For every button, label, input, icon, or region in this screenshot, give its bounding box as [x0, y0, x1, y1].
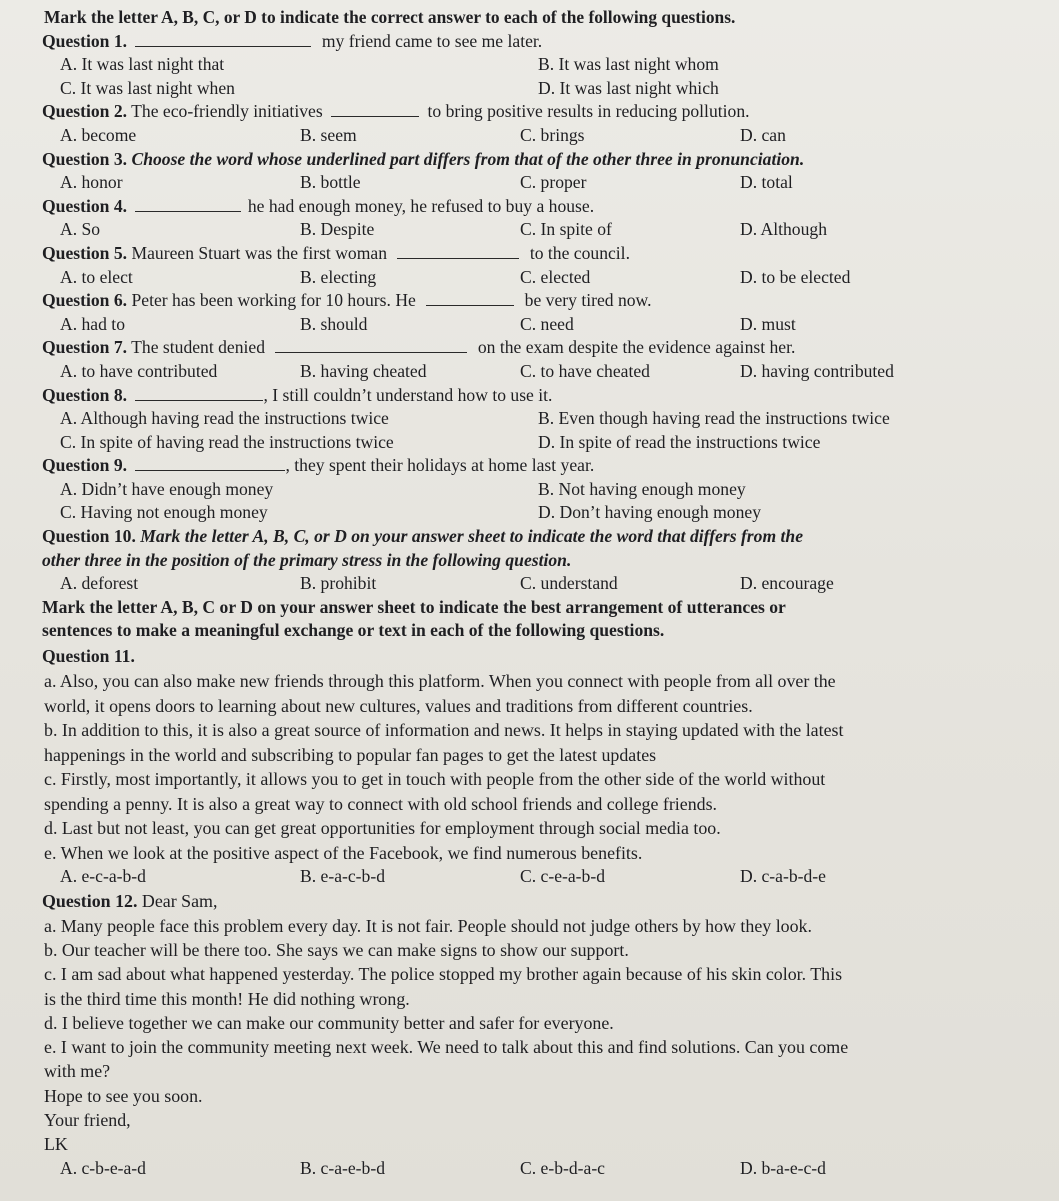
question-stem-line2: other three in the position of the primary stress in the following question. [42, 549, 572, 570]
passage-line: c. I am sad about what happened yesterday. The police stopped my brother again because of his skin color. This [44, 964, 843, 985]
question-2 [36, 100, 1015, 124]
question-label: Question 8. [42, 384, 128, 405]
option-d[interactable]: D. can [740, 124, 786, 145]
passage-line: happenings in the world and subscribing to popular fan pages to get the latest updates [44, 744, 657, 765]
question-2-options [36, 124, 1015, 148]
option-a[interactable]: A. e-c-a-b-d [60, 866, 146, 887]
question-8-options-row2 [36, 431, 1015, 455]
question-7 [36, 336, 1015, 360]
passage-line: d. I believe together we can make our community better and safer for everyone. [44, 1012, 614, 1033]
option-d[interactable]: D. In spite of read the instructions twice [538, 431, 821, 452]
passage-line: c. Firstly, most importantly, it allows you to get in touch with people from the other side of the world without [44, 769, 826, 790]
section-instruction: Mark the letter A, B, C, or D to indicate the correct answer to each of the following questions. [44, 7, 736, 27]
option-a[interactable]: A. Although having read the instructions twice [60, 408, 389, 429]
question-stem-part2: to bring positive results in reducing pollution. [427, 101, 750, 122]
option-b[interactable]: B. Even though having read the instructions twice [538, 408, 890, 429]
question-12-options [36, 1157, 1015, 1181]
letter-greeting: Dear Sam, [141, 890, 218, 911]
option-b[interactable]: B. Not having enough money [538, 478, 746, 499]
option-b[interactable]: B. having cheated [300, 360, 427, 381]
question-stem-part2: to the council. [529, 242, 630, 263]
option-a[interactable]: A. to elect [60, 266, 133, 287]
option-a[interactable]: A. It was last night that [60, 54, 225, 75]
question-11-options [36, 865, 1015, 889]
question-label: Question 7. [42, 337, 128, 358]
question-label: Question 2. [42, 101, 128, 122]
passage-line: with me? [44, 1061, 111, 1082]
option-b[interactable]: B. Despite [300, 219, 375, 240]
option-d[interactable]: D. total [740, 172, 793, 193]
question-11-passage [36, 669, 1015, 865]
option-c[interactable]: C. proper [520, 172, 587, 193]
option-d[interactable]: D. c-a-b-d-e [740, 866, 826, 887]
option-a[interactable]: A. So [60, 219, 101, 240]
option-c[interactable]: C. brings [520, 124, 585, 145]
question-5-options [36, 266, 1015, 290]
question-stem: Choose the word whose underlined part differs from that of the other three in pronunciation. [131, 148, 805, 169]
question-1 [36, 30, 1015, 54]
question-stem-part2: be very tired now. [524, 290, 652, 311]
question-10-continued [36, 549, 1015, 573]
option-c[interactable]: C. understand [520, 573, 618, 594]
question-label: Question 12. [42, 890, 138, 911]
option-c[interactable]: C. elected [520, 266, 591, 287]
question-12 [36, 889, 1015, 914]
question-label: Question 9. [42, 455, 128, 476]
question-stem: , they spent their holidays at home last year. [285, 455, 595, 476]
question-9 [36, 454, 1015, 478]
question-9-options-row2 [36, 501, 1015, 525]
option-a[interactable]: A. deforest [60, 573, 139, 594]
passage-line: world, it opens doors to learning about new cultures, values and traditions from different countries. [44, 695, 753, 716]
passage-line: Hope to see you soon. [44, 1085, 203, 1106]
option-a[interactable]: A. had to [60, 313, 125, 334]
question-9-options-row1 [36, 478, 1015, 502]
question-stem: he had enough money, he refused to buy a house. [247, 195, 595, 216]
passage-line: Your friend, [44, 1110, 131, 1130]
question-stem-part1: The eco-friendly initiatives [131, 101, 323, 122]
question-3-options [36, 171, 1015, 195]
question-8 [36, 384, 1015, 408]
question-6-options [36, 313, 1015, 337]
question-stem-part1: The student denied [131, 337, 266, 358]
answer-blank [135, 456, 285, 471]
question-label: Question 3. [42, 148, 128, 169]
question-label: Question 4. [42, 195, 128, 216]
option-d[interactable]: D. encourage [740, 573, 834, 594]
option-d[interactable]: D. Don’t having enough money [538, 502, 761, 523]
question-label: Question 5. [42, 242, 128, 263]
answer-blank [135, 197, 241, 212]
passage-line: e. I want to join the community meeting next week. We need to talk about this and find solutions. Can you come [44, 1037, 849, 1058]
question-6 [36, 289, 1015, 313]
passage-line: a. Many people face this problem every day. It is not fair. People should not judge others by how they look. [44, 915, 812, 936]
option-a[interactable]: A. become [60, 124, 137, 145]
passage-line: is the third time this month! He did nothing wrong. [44, 988, 410, 1009]
passage-line: e. When we look at the positive aspect of the Facebook, we find numerous benefits. [44, 842, 643, 863]
option-d[interactable]: D. having contributed [740, 360, 894, 381]
answer-blank [135, 32, 311, 47]
question-stem-part1: Maureen Stuart was the first woman [131, 242, 387, 263]
question-label: Question 10. [42, 526, 136, 547]
option-b[interactable]: B. bottle [300, 172, 361, 193]
option-c[interactable]: C. c-e-a-b-d [520, 866, 605, 887]
option-d[interactable]: D. Although [740, 219, 827, 240]
question-5 [36, 242, 1015, 266]
section-2-instruction-line2: sentences to make a meaningful exchange or text in each of the following questions. [42, 620, 665, 641]
answer-blank [275, 338, 467, 353]
option-a[interactable]: A. to have contributed [60, 360, 218, 381]
answer-blank [331, 102, 419, 117]
option-b[interactable]: B. electing [300, 266, 377, 287]
question-11-label: Question 11. [42, 646, 135, 667]
question-label: Question 1. [42, 30, 128, 51]
question-label: Question 6. [42, 290, 128, 311]
option-d[interactable]: D. to be elected [740, 266, 851, 287]
question-1-options-row1 [36, 53, 1015, 77]
question-stem-line1: Mark the letter A, B, C, or D on your answer sheet to indicate the word that differs from the [140, 526, 804, 547]
option-d[interactable]: D. It was last night which [538, 77, 719, 98]
option-b[interactable]: B. e-a-c-b-d [300, 866, 385, 887]
question-7-options [36, 360, 1015, 384]
question-1-options-row2 [36, 77, 1015, 101]
option-c[interactable]: C. It was last night when [60, 77, 235, 98]
option-b[interactable]: B. It was last night whom [538, 54, 719, 75]
question-4-options [36, 218, 1015, 242]
option-c[interactable]: C. In spite of having read the instructions twice [60, 431, 394, 452]
passage-line: b. In addition to this, it is also a great source of information and news. It helps in staying updated with the latest [44, 720, 844, 741]
option-a[interactable]: A. honor [60, 172, 123, 193]
option-b[interactable]: B. c-a-e-b-d [300, 1157, 385, 1178]
question-4 [36, 195, 1015, 219]
option-c[interactable]: C. Having not enough money [60, 502, 268, 523]
passage-line: LK [44, 1134, 68, 1155]
option-d[interactable]: D. must [740, 313, 796, 334]
option-c[interactable]: C. e-b-d-a-c [520, 1157, 605, 1178]
question-8-options-row1 [36, 407, 1015, 431]
passage-line: d. Last but not least, you can get great opportunities for employment through social media too. [44, 818, 721, 839]
question-10-options [36, 572, 1015, 596]
section-2-instruction-line1: Mark the letter A, B, C or D on your answer sheet to indicate the best arrangement of utterances or [42, 596, 786, 617]
answer-blank [397, 244, 519, 259]
option-b[interactable]: B. seem [300, 124, 357, 145]
option-d[interactable]: D. b-a-e-c-d [740, 1157, 826, 1178]
question-12-passage [36, 914, 1015, 1157]
option-b[interactable]: B. prohibit [300, 573, 377, 594]
answer-blank [135, 386, 263, 401]
passage-line: b. Our teacher will be there too. She says we can make signs to show our support. [44, 939, 629, 960]
passage-line: a. Also, you can also make new friends through this platform. When you connect with people from all over the [44, 671, 836, 692]
question-stem-part1: Peter has been working for 10 hours. He [131, 290, 416, 311]
question-3 [36, 148, 1015, 172]
question-10 [36, 525, 1015, 549]
option-c[interactable]: C. need [520, 313, 574, 334]
answer-blank [426, 291, 514, 306]
option-a[interactable]: A. c-b-e-a-d [60, 1157, 146, 1178]
option-b[interactable]: B. should [300, 313, 368, 334]
option-a[interactable]: A. Didn’t have enough money [60, 478, 274, 499]
question-stem-part2: on the exam despite the evidence against her. [477, 337, 796, 358]
option-c[interactable]: C. In spite of [520, 219, 612, 240]
question-stem: , I still couldn’t understand how to use it. [263, 384, 553, 405]
passage-line: spending a penny. It is also a great way to connect with old school friends and college friends. [44, 793, 718, 814]
question-stem: my friend came to see me later. [321, 30, 543, 51]
option-c[interactable]: C. to have cheated [520, 360, 650, 381]
